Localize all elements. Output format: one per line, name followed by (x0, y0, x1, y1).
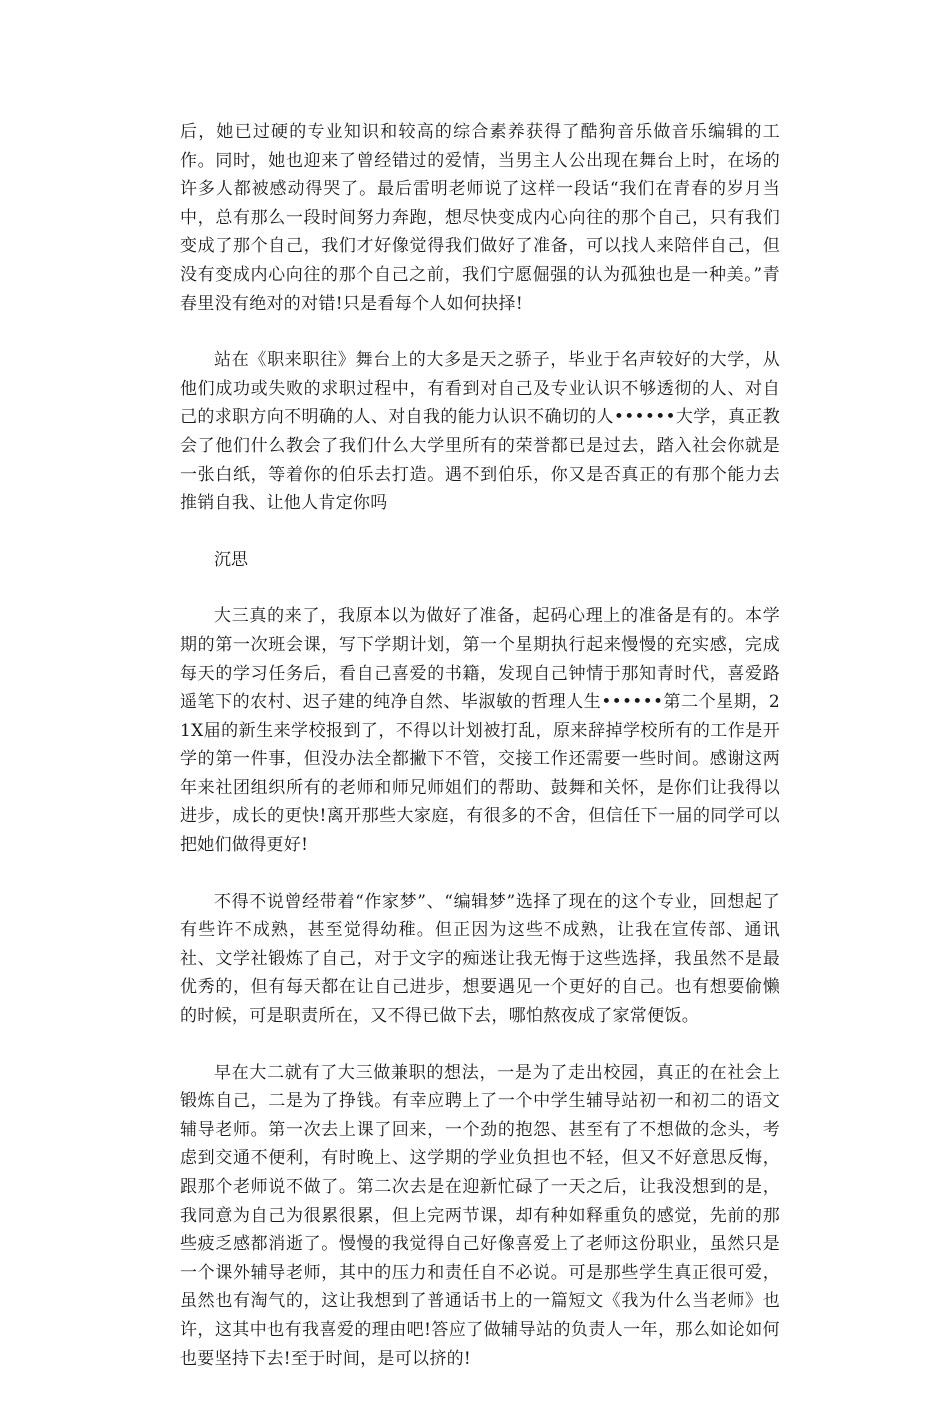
paragraph-continued-story: 后，她已过硬的专业知识和较高的综合素养获得了酷狗音乐做音乐编辑的工作。同时，她也迎来了曾经错过的爱情，当男主人公出现在舞台上时，在场的许多人都被感动得哭了。最后雷明老师说了这样一段话“我们在青春的岁月当中，总有那么一段时间努力奔跑，想尽快变成内心向往的那个自己，只有我们变成了那个自己，我们才好像觉得我们做好了准备，可以找人来陪伴自己，但没有变成内心向往的那个自己之前，我们宁愿倔强的认为孤独也是一种美。”青春里没有绝对的对错!只是看每个人如何抉择! (180, 122, 780, 314)
section-heading: 沉思 (214, 549, 248, 570)
paragraph-part-time-job: 早在大二就有了大三做兼职的想法，一是为了走出校园，真正的在社会上锻炼自己，二是为了挣钱。有幸应聘上了一个中学生辅导站初一和初二的语文辅导老师。第一次去上课了回来，一个劲的抱怨、甚至有了不想做的念头，考虑到交通不便利，有时晚上、这学期的学业负担也不轻，但又不好意思反悔，跟那个老师说不做了。第二次去是在迎新忙碌了一天之后，让我没想到的是，我同意为自己为很累很累，但上完两节课，却有种如释重负的感觉，先前的那些疲乏感都消逝了。慢慢的我觉得自己好像喜爱上了老师这份职业，虽然只是一个课外辅导老师，其中的压力和责任自不必说。可是那些学生真正很可爱，虽然也有淘气的，这让我想到了普通话书上的一篇短文《我为什么当老师》也许，这其中也有我喜爱的理由吧!答应了做辅导站的负责人一年，那么如论如何也要坚持下去!至于时间，是可以挤的! (180, 1062, 780, 1369)
document-page (180, 118, 780, 1401)
paragraph-junior-year: 大三真的来了，我原本以为做好了准备，起码心理上的准备是有的。本学期的第一次班会课，写下学期计划，第一个星期执行起来慢慢的充实感，完成每天的学习任务后，看自己喜爱的书籍，发现自己钟情于那知青时代，喜爱路遥笔下的农村、迟子建的纯净自然、毕淑敏的哲理人生••••••第二个星期，21X届的新生来学校报到了，不得以计划被打乱，原来辞掉学校所有的工作是开学的第一件事，但没办法全都撇下不管，交接工作还需要一些时间。感谢这两年来社团组织所有的老师和师兄师姐们的帮助、鼓舞和关怀，是你们让我得以进步，成长的更快!离开那些大家庭，有很多的不舍，但信任下一届的同学可以把她们做得更好! (180, 606, 780, 856)
paragraph-job-show: 站在《职来职往》舞台上的大多是天之骄子，毕业于名声较好的大学，从他们成功或失败的求职过程中，有看到对自己及专业认识不够透彻的人、对自己的求职方向不明确的人、对自我的能力认识不确切的人••••••大学，真正教会了他们什么教会了我们什么大学里所有的荣誉都已是过去，踏入社会你就是一张白纸，等着你的伯乐去打造。遇不到伯乐，你又是否真正的有那个能力去推销自我、让他人肯定你吗 (180, 350, 780, 514)
paragraph-writer-dream: 不得不说曾经带着“作家梦”、“编辑梦”选择了现在的这个专业，回想起了有些许不成熟，甚至觉得幼稚。但正因为这些不成熟，让我在宣传部、通讯社、文学社锻炼了自己，对于文字的痴迷让我无悔于这些选择，我虽然不是最优秀的，但有每天都在让自己进步，想要遇见一个更好的自己。也有想要偷懒的时候，可是职责所在，又不得已做下去，哪怕熬夜成了家常便饭。 (180, 891, 780, 1027)
